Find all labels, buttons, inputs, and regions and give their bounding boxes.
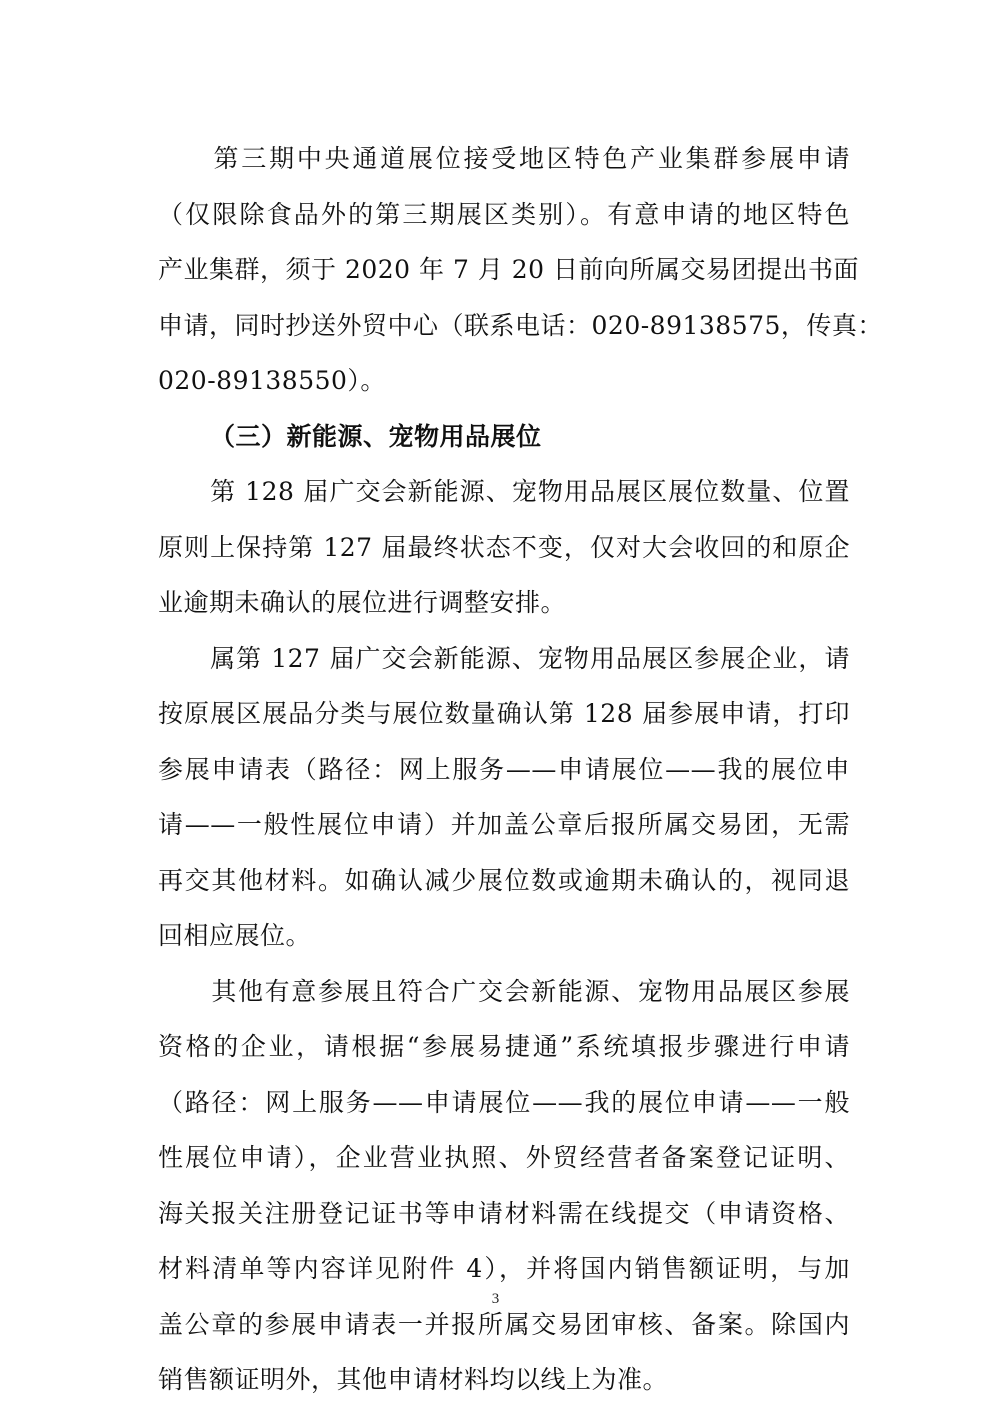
- text-line: 海关报关注册登记证书等申请材料需在线提交（申请资格、: [158, 1198, 850, 1228]
- text-line: 属第 127 届广交会新能源、宠物用品展区参展企业，请: [158, 643, 850, 673]
- text-line: 第 128 届广交会新能源、宠物用品展区展位数量、位置: [158, 477, 850, 506]
- text-line: 请——一般性展位申请）并加盖公章后报所属交易团，无需: [158, 810, 850, 839]
- text-line: 其他有意参展且符合广交会新能源、宠物用品展区参展: [158, 976, 850, 1006]
- text-line: 业逾期未确认的展位进行调整安排。: [158, 588, 567, 617]
- text-line: 性展位申请），企业营业执照、外贸经营者备案登记证明、: [158, 1143, 850, 1172]
- text-line: 产业集群，须于 2020 年 7 月 20 日前向所属交易团提出书面: [158, 255, 860, 284]
- page-number: 3: [491, 1291, 500, 1307]
- text-line: （路径：网上服务——申请展位——我的展位申请——一般: [158, 1087, 850, 1117]
- text-line: 回相应展位。: [158, 921, 312, 950]
- text-line: 020-89138550）。: [158, 366, 386, 395]
- paragraph-booth-arrangement: [158, 464, 850, 631]
- text-line: 销售额证明外，其他申请材料均以线上为准。: [158, 1365, 669, 1394]
- text-line: 资格的企业，请根据“参展易捷通”系统填报步骤进行申请: [158, 1032, 850, 1061]
- paragraph-central-channel: [158, 131, 883, 409]
- document-body: [158, 131, 883, 1408]
- text-line: 材料清单等内容详见附件 4），并将国内销售额证明，与加: [158, 1254, 850, 1283]
- text-line: 原则上保持第 127 届最终状态不变，仅对大会收回的和原企: [158, 532, 850, 562]
- text-line: 盖公章的参展申请表一并报所属交易团审核、备案。除国内: [158, 1309, 850, 1339]
- text-line: 申请，同时抄送外贸中心（联系电话：020-89138575，传真：: [158, 310, 883, 340]
- text-line: 按原展区展品分类与展位数量确认第 128 届参展申请，打印: [158, 699, 850, 728]
- paragraph-existing-exhibitors: [158, 631, 850, 964]
- text-line: 参展申请表（路径：网上服务——申请展位——我的展位申: [158, 754, 850, 784]
- section-heading: （三）新能源、宠物用品展位: [210, 421, 542, 451]
- text-line: 第三期中央通道展位接受地区特色产业集群参展申请: [158, 144, 850, 173]
- text-line: 再交其他材料。如确认减少展位数或逾期未确认的，视同退: [158, 865, 850, 895]
- paragraph-new-applicants: [158, 964, 850, 1408]
- text-line: （仅限除食品外的第三期展区类别）。有意申请的地区特色: [158, 199, 850, 229]
